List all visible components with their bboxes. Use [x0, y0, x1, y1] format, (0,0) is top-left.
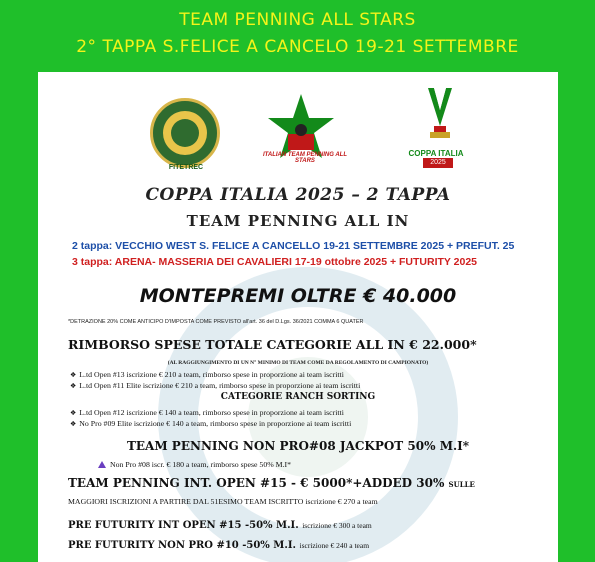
prefuturity-nonpro-fee: iscrizione € 240 a team [299, 541, 370, 550]
prefuturity-open-line [68, 520, 372, 531]
tappa-3-line: 3 tappa: ARENA- MASSERIA DEI CAVALIERI 17-19 ottobre 2025 + FUTURITY 2025 [72, 256, 478, 268]
tappa-2-line: 2 tappa: VECCHIO WEST S. FELICE A CANCELLO 19-21 SETTEMBRE 2025 + PREFUT. 25 [72, 240, 515, 252]
fitetrec-logo-caption: FITETREC [168, 164, 204, 171]
prefuturity-nonpro-main: PRE FUTURITY NON PRO #10 -50% M.I. [68, 540, 296, 551]
bullet-icon: ❖ [70, 371, 77, 379]
fitetrec-logo [150, 98, 220, 168]
list-item [70, 381, 360, 390]
bullet-icon: ❖ [70, 382, 77, 390]
triangle-bullet-icon [98, 461, 106, 468]
rimborso-heading: RIMBORSO SPESE TOTALE CATEGORIE ALL IN € 22.000* [68, 337, 477, 352]
poster-subtitle: TEAM PENNING ALL IN [186, 212, 410, 230]
ranch-sorting-heading: CATEGORIE RANCH SORTING [220, 392, 376, 402]
bullet-icon: ❖ [70, 420, 77, 428]
open15-subline: MAGGIORI ISCRIZIONI A PARTIRE DAL 51ESIMO TEAM ISCRITTO iscrizione € 270 a team [68, 497, 378, 506]
list-item [70, 370, 344, 379]
coppa-italia-logo [410, 86, 470, 146]
open15-heading-main: TEAM PENNING INT. OPEN #15 - € 5000*+ADDED 30% [68, 476, 445, 490]
prefuturity-open-main: PRE FUTURITY INT OPEN #15 -50% M.I. [68, 520, 299, 531]
coppa-italia-logo-caption: COPPA ITALIA [408, 149, 464, 158]
poster-title: COPPA ITALIA 2025 – 2 TAPPA [145, 185, 451, 205]
list-item [70, 419, 351, 428]
montepremi-heading: MONTEPREMI OLTRE € 40.000 [139, 285, 457, 307]
list-item [70, 408, 344, 417]
non-pro-item-text: Non Pro #08 iscr. € 180 a team, rimborso spese 50% M.I* [110, 460, 292, 469]
non-pro-heading: TEAM PENNING NON PRO#08 JACKPOT 50% M.I* [126, 439, 470, 453]
rimborso-subnote: (AL RAGGIUNGIMENTO DI UN N° MINIMO DI TEAM COME DA REGOLAMENTO DI CAMPIONATO) [167, 360, 429, 366]
prefuturity-nonpro-line [68, 540, 369, 551]
detrazione-note: *DETRAZIONE 20% COME ANTICIPO D'IMPOSTA COME PREVISTO all'art. 36 del D.Lgs. 36/2021 COMMA 6 QUATER [68, 319, 364, 325]
header-line-2: 2° TAPPA S.FELICE A CANCELO 19-21 SETTEMBRE [76, 37, 519, 57]
list-item-text: L.td Open #13 iscrizione € 210 a team, rimborso spese in proporzione ai team iscritti [79, 370, 344, 379]
bullet-icon: ❖ [70, 409, 77, 417]
non-pro-item [98, 460, 291, 469]
open15-heading-tail: SULLE [448, 480, 475, 489]
event-poster [38, 72, 558, 562]
list-item-text: L.td Open #11 Elite iscrizione € 210 a team, rimborso spese in proporzione ai team iscritti [79, 381, 361, 390]
all-stars-logo-caption: ITALIAN TEAM PENNING ALL STARS [263, 152, 347, 164]
open15-heading [68, 476, 475, 490]
coppa-italia-year: 2025 [423, 158, 453, 168]
list-item-text: L.td Open #12 iscrizione € 140 a team, rimborso spese in proporzione ai team iscritti [79, 408, 344, 417]
prefuturity-open-fee: iscrizione € 300 a team [302, 521, 372, 530]
header-line-1: TEAM PENNING ALL STARS [179, 10, 416, 30]
list-item-text: No Pro #09 Elite iscrizione € 140 a team, rimborso spese in proporzione ai team iscritti [79, 419, 352, 428]
